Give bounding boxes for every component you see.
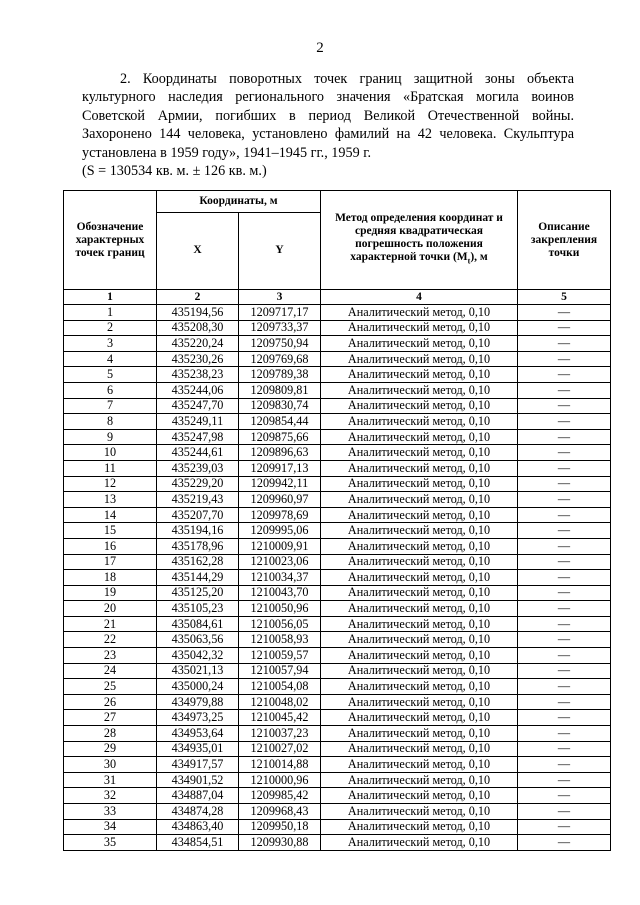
cell-method: Аналитический метод, 0,10 — [321, 616, 518, 632]
table-row — [64, 632, 611, 648]
table-row — [64, 694, 611, 710]
table-row — [64, 398, 611, 414]
cell-method: Аналитический метод, 0,10 — [321, 570, 518, 586]
header-designation: Обозначение характерных точек границ — [64, 191, 157, 290]
cell-point-id: 34 — [64, 819, 157, 835]
cell-y: 1209978,69 — [239, 507, 321, 523]
cell-description: — — [518, 336, 611, 352]
table-row — [64, 351, 611, 367]
table-row — [64, 554, 611, 570]
cell-method: Аналитический метод, 0,10 — [321, 694, 518, 710]
cell-x: 435084,61 — [157, 616, 239, 632]
cell-y: 1209950,18 — [239, 819, 321, 835]
cell-y: 1209875,66 — [239, 429, 321, 445]
cell-point-id: 25 — [64, 679, 157, 695]
cell-method: Аналитический метод, 0,10 — [321, 804, 518, 820]
cell-description: — — [518, 726, 611, 742]
cell-description: — — [518, 804, 611, 820]
cell-description: — — [518, 757, 611, 773]
header-x: X — [157, 212, 239, 289]
cell-point-id: 12 — [64, 476, 157, 492]
cell-x: 434874,28 — [157, 804, 239, 820]
cell-point-id: 2 — [64, 320, 157, 336]
cell-description: — — [518, 507, 611, 523]
cell-point-id: 5 — [64, 367, 157, 383]
cell-x: 434979,88 — [157, 694, 239, 710]
cell-x: 435244,06 — [157, 382, 239, 398]
cell-x: 435000,24 — [157, 679, 239, 695]
cell-point-id: 10 — [64, 445, 157, 461]
cell-point-id: 7 — [64, 398, 157, 414]
cell-method: Аналитический метод, 0,10 — [321, 351, 518, 367]
column-number: 2 — [157, 290, 239, 305]
cell-point-id: 14 — [64, 507, 157, 523]
cell-y: 1209995,06 — [239, 523, 321, 539]
cell-point-id: 11 — [64, 460, 157, 476]
cell-method: Аналитический метод, 0,10 — [321, 679, 518, 695]
cell-y: 1210023,06 — [239, 554, 321, 570]
table-row — [64, 382, 611, 398]
cell-y: 1209769,68 — [239, 351, 321, 367]
cell-point-id: 6 — [64, 382, 157, 398]
heading-text: 2. Координаты поворотных точек границ защитной зоны объекта культурного наследия регионального значения «Братская могила воинов Советской Армии, погибших в период Великой Отечественной войны. Захоронено 144 человека, установлено фамилий на 42 человека. Скульптура установлена в 1959 году», 1941–1945 гг., 1959 г. — [82, 71, 574, 161]
cell-x: 435021,13 — [157, 663, 239, 679]
cell-method: Аналитический метод, 0,10 — [321, 382, 518, 398]
cell-y: 1210037,23 — [239, 726, 321, 742]
cell-description: — — [518, 460, 611, 476]
cell-method: Аналитический метод, 0,10 — [321, 429, 518, 445]
cell-description: — — [518, 305, 611, 321]
cell-point-id: 4 — [64, 351, 157, 367]
table-row — [64, 757, 611, 773]
cell-y: 1209985,42 — [239, 788, 321, 804]
cell-point-id: 22 — [64, 632, 157, 648]
cell-description: — — [518, 476, 611, 492]
cell-x: 434863,40 — [157, 819, 239, 835]
cell-description: — — [518, 648, 611, 664]
cell-description: — — [518, 414, 611, 430]
table-row — [64, 616, 611, 632]
cell-x: 435178,96 — [157, 538, 239, 554]
table-row — [64, 523, 611, 539]
cell-x: 435063,56 — [157, 632, 239, 648]
cell-method: Аналитический метод, 0,10 — [321, 710, 518, 726]
cell-y: 1209830,74 — [239, 398, 321, 414]
cell-point-id: 23 — [64, 648, 157, 664]
table-row — [64, 305, 611, 321]
cell-point-id: 17 — [64, 554, 157, 570]
cell-y: 1210059,57 — [239, 648, 321, 664]
cell-x: 435162,28 — [157, 554, 239, 570]
cell-x: 435194,16 — [157, 523, 239, 539]
cell-description: — — [518, 538, 611, 554]
cell-y: 1210014,88 — [239, 757, 321, 773]
table-row — [64, 507, 611, 523]
table-row — [64, 320, 611, 336]
cell-x: 435249,11 — [157, 414, 239, 430]
cell-point-id: 18 — [64, 570, 157, 586]
cell-description: — — [518, 429, 611, 445]
table-row — [64, 710, 611, 726]
cell-method: Аналитический метод, 0,10 — [321, 320, 518, 336]
cell-method: Аналитический метод, 0,10 — [321, 367, 518, 383]
cell-x: 435247,98 — [157, 429, 239, 445]
column-number: 3 — [239, 290, 321, 305]
table-row — [64, 726, 611, 742]
cell-x: 434917,57 — [157, 757, 239, 773]
cell-point-id: 32 — [64, 788, 157, 804]
cell-x: 435208,30 — [157, 320, 239, 336]
cell-method: Аналитический метод, 0,10 — [321, 648, 518, 664]
cell-description: — — [518, 351, 611, 367]
cell-y: 1210045,42 — [239, 710, 321, 726]
table-row — [64, 819, 611, 835]
header-description: Описание закрепления точки — [518, 191, 611, 290]
page-number: 2 — [316, 40, 324, 56]
cell-y: 1210054,08 — [239, 679, 321, 695]
cell-point-id: 35 — [64, 835, 157, 851]
cell-point-id: 16 — [64, 538, 157, 554]
cell-x: 434901,52 — [157, 772, 239, 788]
cell-point-id: 8 — [64, 414, 157, 430]
header-y: Y — [239, 212, 321, 289]
cell-y: 1209750,94 — [239, 336, 321, 352]
cell-y: 1209733,37 — [239, 320, 321, 336]
cell-description: — — [518, 367, 611, 383]
cell-y: 1209917,13 — [239, 460, 321, 476]
cell-method: Аналитический метод, 0,10 — [321, 772, 518, 788]
cell-point-id: 13 — [64, 492, 157, 508]
cell-x: 435105,23 — [157, 601, 239, 617]
table-body — [64, 305, 611, 851]
table-row — [64, 538, 611, 554]
cell-x: 435229,20 — [157, 476, 239, 492]
cell-point-id: 31 — [64, 772, 157, 788]
cell-y: 1209930,88 — [239, 835, 321, 851]
cell-y: 1210048,02 — [239, 694, 321, 710]
table-row — [64, 414, 611, 430]
cell-y: 1210043,70 — [239, 585, 321, 601]
cell-description: — — [518, 554, 611, 570]
cell-y: 1209942,11 — [239, 476, 321, 492]
cell-x: 435244,61 — [157, 445, 239, 461]
cell-y: 1209809,81 — [239, 382, 321, 398]
cell-method: Аналитический метод, 0,10 — [321, 305, 518, 321]
cell-x: 435238,23 — [157, 367, 239, 383]
cell-method: Аналитический метод, 0,10 — [321, 445, 518, 461]
table-row — [64, 367, 611, 383]
table-row — [64, 772, 611, 788]
table-row — [64, 835, 611, 851]
cell-description: — — [518, 694, 611, 710]
cell-y: 1210056,05 — [239, 616, 321, 632]
cell-x: 434973,25 — [157, 710, 239, 726]
cell-point-id: 1 — [64, 305, 157, 321]
cell-y: 1210058,93 — [239, 632, 321, 648]
cell-method: Аналитический метод, 0,10 — [321, 835, 518, 851]
cell-description: — — [518, 819, 611, 835]
cell-method: Аналитический метод, 0,10 — [321, 460, 518, 476]
cell-description: — — [518, 632, 611, 648]
table-row — [64, 429, 611, 445]
table-row — [64, 741, 611, 757]
cell-point-id: 33 — [64, 804, 157, 820]
cell-point-id: 29 — [64, 741, 157, 757]
cell-point-id: 27 — [64, 710, 157, 726]
table-row — [64, 663, 611, 679]
cell-method: Аналитический метод, 0,10 — [321, 788, 518, 804]
cell-method: Аналитический метод, 0,10 — [321, 398, 518, 414]
cell-description: — — [518, 585, 611, 601]
cell-description: — — [518, 601, 611, 617]
cell-x: 434887,04 — [157, 788, 239, 804]
cell-y: 1210009,91 — [239, 538, 321, 554]
cell-x: 435207,70 — [157, 507, 239, 523]
table-row — [64, 788, 611, 804]
cell-x: 434854,51 — [157, 835, 239, 851]
cell-y: 1210034,37 — [239, 570, 321, 586]
cell-x: 434953,64 — [157, 726, 239, 742]
cell-description: — — [518, 320, 611, 336]
cell-method: Аналитический метод, 0,10 — [321, 476, 518, 492]
cell-description: — — [518, 710, 611, 726]
header-method: Метод определения координат и средняя квадратическая погрешность положения характерной точки $(M_t)$, м — [321, 191, 518, 290]
column-number: 4 — [321, 290, 518, 305]
column-number: 1 — [64, 290, 157, 305]
cell-method: Аналитический метод, 0,10 — [321, 523, 518, 539]
cell-y: 1210000,96 — [239, 772, 321, 788]
cell-method: Аналитический метод, 0,10 — [321, 492, 518, 508]
cell-description: — — [518, 492, 611, 508]
cell-description: — — [518, 741, 611, 757]
cell-y: 1210057,94 — [239, 663, 321, 679]
table-row — [64, 476, 611, 492]
cell-description: — — [518, 616, 611, 632]
cell-point-id: 9 — [64, 429, 157, 445]
table-header — [64, 191, 611, 305]
cell-description: — — [518, 663, 611, 679]
cell-method: Аналитический метод, 0,10 — [321, 336, 518, 352]
cell-method: Аналитический метод, 0,10 — [321, 601, 518, 617]
table-row — [64, 445, 611, 461]
table-row — [64, 648, 611, 664]
cell-x: 435247,70 — [157, 398, 239, 414]
table-row — [64, 804, 611, 820]
cell-point-id: 3 — [64, 336, 157, 352]
cell-description: — — [518, 679, 611, 695]
heading-area: (S = 130534 кв. м. ± 126 кв. м.) — [82, 163, 267, 180]
cell-method: Аналитический метод, 0,10 — [321, 585, 518, 601]
cell-method: Аналитический метод, 0,10 — [321, 663, 518, 679]
cell-method: Аналитический метод, 0,10 — [321, 538, 518, 554]
cell-point-id: 24 — [64, 663, 157, 679]
cell-y: 1210027,02 — [239, 741, 321, 757]
cell-y: 1209854,44 — [239, 414, 321, 430]
table-row — [64, 460, 611, 476]
table-row — [64, 679, 611, 695]
cell-method: Аналитический метод, 0,10 — [321, 507, 518, 523]
cell-x: 435230,26 — [157, 351, 239, 367]
cell-x: 435194,56 — [157, 305, 239, 321]
cell-point-id: 15 — [64, 523, 157, 539]
cell-point-id: 26 — [64, 694, 157, 710]
cell-description: — — [518, 523, 611, 539]
coordinates-table — [63, 190, 611, 851]
cell-x: 435042,32 — [157, 648, 239, 664]
cell-description: — — [518, 398, 611, 414]
cell-y: 1209968,43 — [239, 804, 321, 820]
cell-point-id: 21 — [64, 616, 157, 632]
column-number: 5 — [518, 290, 611, 305]
cell-x: 435144,29 — [157, 570, 239, 586]
table-row — [64, 585, 611, 601]
cell-description: — — [518, 772, 611, 788]
cell-x: 435220,24 — [157, 336, 239, 352]
cell-method: Аналитический метод, 0,10 — [321, 819, 518, 835]
cell-y: 1210050,96 — [239, 601, 321, 617]
cell-method: Аналитический метод, 0,10 — [321, 632, 518, 648]
cell-description: — — [518, 835, 611, 851]
table-row — [64, 601, 611, 617]
table-row — [64, 336, 611, 352]
cell-x: 434935,01 — [157, 741, 239, 757]
cell-x: 435125,20 — [157, 585, 239, 601]
cell-method: Аналитический метод, 0,10 — [321, 741, 518, 757]
cell-x: 435219,43 — [157, 492, 239, 508]
cell-y: 1209717,17 — [239, 305, 321, 321]
cell-description: — — [518, 382, 611, 398]
cell-description: — — [518, 445, 611, 461]
cell-method: Аналитический метод, 0,10 — [321, 726, 518, 742]
cell-y: 1209960,97 — [239, 492, 321, 508]
table-row — [64, 570, 611, 586]
cell-point-id: 28 — [64, 726, 157, 742]
cell-method: Аналитический метод, 0,10 — [321, 757, 518, 773]
cell-y: 1209896,63 — [239, 445, 321, 461]
column-numbers-row — [64, 290, 611, 305]
section-heading — [82, 70, 574, 180]
cell-point-id: 30 — [64, 757, 157, 773]
cell-point-id: 19 — [64, 585, 157, 601]
cell-description: — — [518, 788, 611, 804]
cell-y: 1209789,38 — [239, 367, 321, 383]
header-coordinates: Координаты, м — [157, 191, 321, 213]
cell-description: — — [518, 570, 611, 586]
cell-point-id: 20 — [64, 601, 157, 617]
cell-method: Аналитический метод, 0,10 — [321, 554, 518, 570]
cell-method: Аналитический метод, 0,10 — [321, 414, 518, 430]
cell-x: 435239,03 — [157, 460, 239, 476]
table-row — [64, 492, 611, 508]
